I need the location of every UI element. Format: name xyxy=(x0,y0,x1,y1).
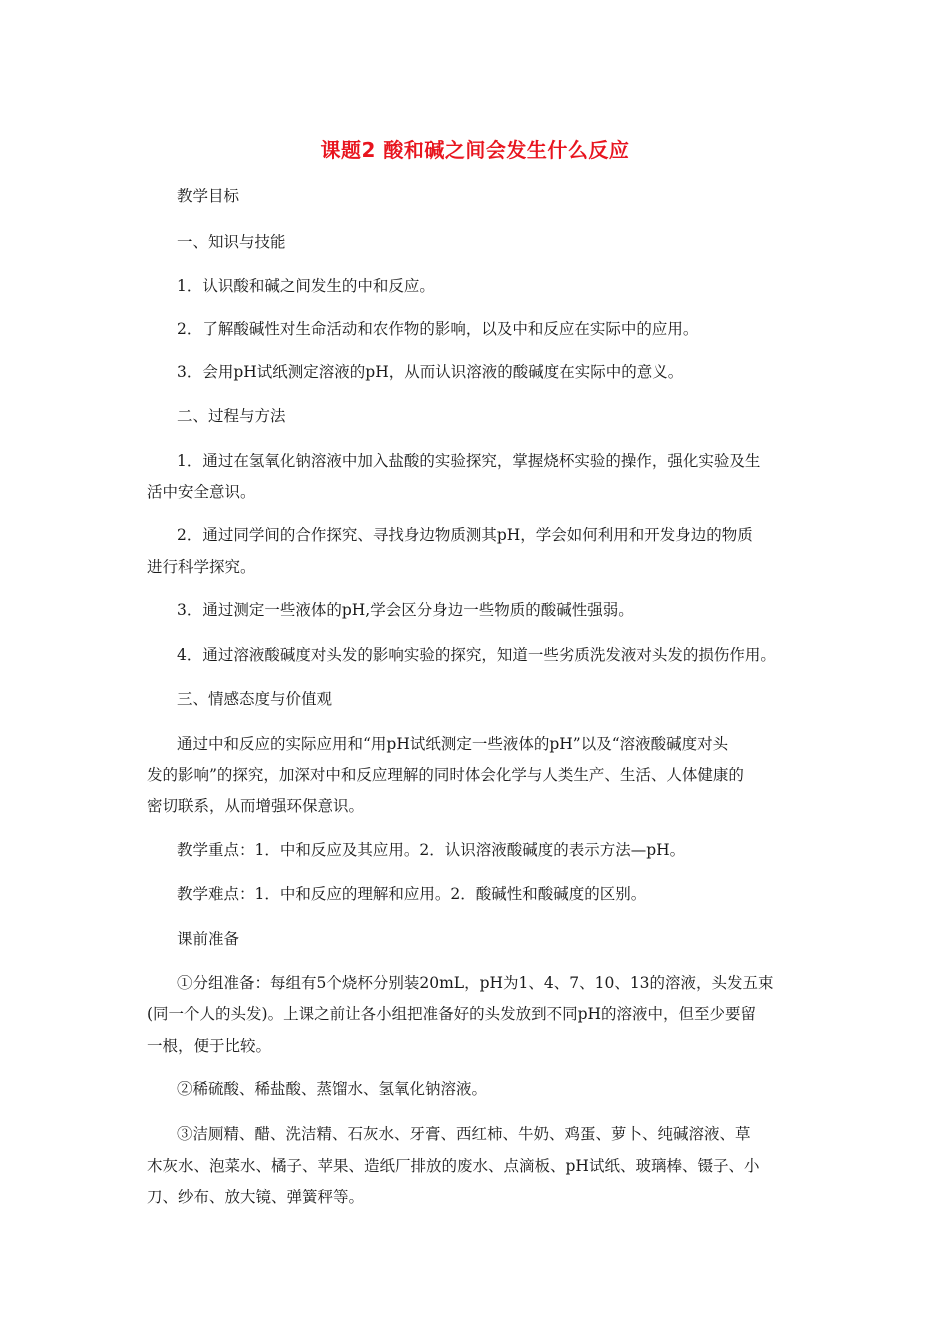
section-heading: 二、过程与方法 xyxy=(177,407,286,425)
section-heading: 三、情感态度与价值观 xyxy=(177,690,333,708)
text-line: ③洁厕精、醋、洗洁精、石灰水、牙膏、西红柿、牛奶、鸡蛋、萝卜、纯碱溶液、草 xyxy=(177,1125,751,1143)
text-line: 活中安全意识。 xyxy=(147,483,256,501)
text-line: (同一个人的头发)。上课之前让各小组把准备好的头发放到不同pH的溶液中，但至少要留 xyxy=(147,1005,757,1023)
text-line: 刀、纱布、放大镜、弹簧秤等。 xyxy=(147,1188,365,1206)
section-heading: 课前准备 xyxy=(177,930,240,948)
text-line: 教学难点：1．中和反应的理解和应用。2．酸碱性和酸碱度的区别。 xyxy=(177,885,647,903)
text-line: 1．认识酸和碱之间发生的中和反应。 xyxy=(177,277,435,295)
document-title: 课题2 酸和碱之间会发生什么反应 xyxy=(320,138,630,162)
text-line: 一根，便于比较。 xyxy=(147,1037,272,1055)
text-line: 通过中和反应的实际应用和“用pH试纸测定一些液体的pH”以及“溶液酸碱度对头 xyxy=(177,735,729,753)
text-line: 木灰水、泡菜水、橘子、苹果、造纸厂排放的废水、点滴板、pH试纸、玻璃棒、镊子、小 xyxy=(147,1157,760,1175)
text-line: 教学重点：1．中和反应及其应用。2．认识溶液酸碱度的表示方法—pH。 xyxy=(177,841,686,859)
text-line: 密切联系，从而增强环保意识。 xyxy=(147,797,365,815)
section-heading: 一、知识与技能 xyxy=(177,233,286,251)
text-line: 2．通过同学间的合作探究、寻找身边物质测其pH，学会如何利用和开发身边的物质 xyxy=(177,526,753,544)
text-line: ②稀硫酸、稀盐酸、蒸馏水、氢氧化钠溶液。 xyxy=(177,1080,488,1098)
text-line: 1．通过在氢氧化钠溶液中加入盐酸的实验探究，掌握烧杯实验的操作，强化实验及生 xyxy=(177,452,761,470)
text-line: ①分组准备：每组有5个烧杯分别装20mL，pH为1、4、7、10、13的溶液，头发五束 xyxy=(177,974,774,992)
text-line: 3．通过测定一些液体的pH,学会区分身边一些物质的酸碱性强弱。 xyxy=(177,601,634,619)
text-line: 3．会用pH试纸测定溶液的pH，从而认识溶液的酸碱度在实际中的意义。 xyxy=(177,363,684,381)
text-line: 教学目标 xyxy=(177,187,240,205)
text-line: 发的影响”的探究，加深对中和反应理解的同时体会化学与人类生产、生活、人体健康的 xyxy=(147,766,744,784)
text-line: 4．通过溶液酸碱度对头发的影响实验的探究，知道一些劣质洗发液对头发的损伤作用。 xyxy=(177,646,776,664)
text-line: 2．了解酸碱性对生命活动和农作物的影响，以及中和反应在实际中的应用。 xyxy=(177,320,699,338)
text-line: 进行科学探究。 xyxy=(147,558,256,576)
